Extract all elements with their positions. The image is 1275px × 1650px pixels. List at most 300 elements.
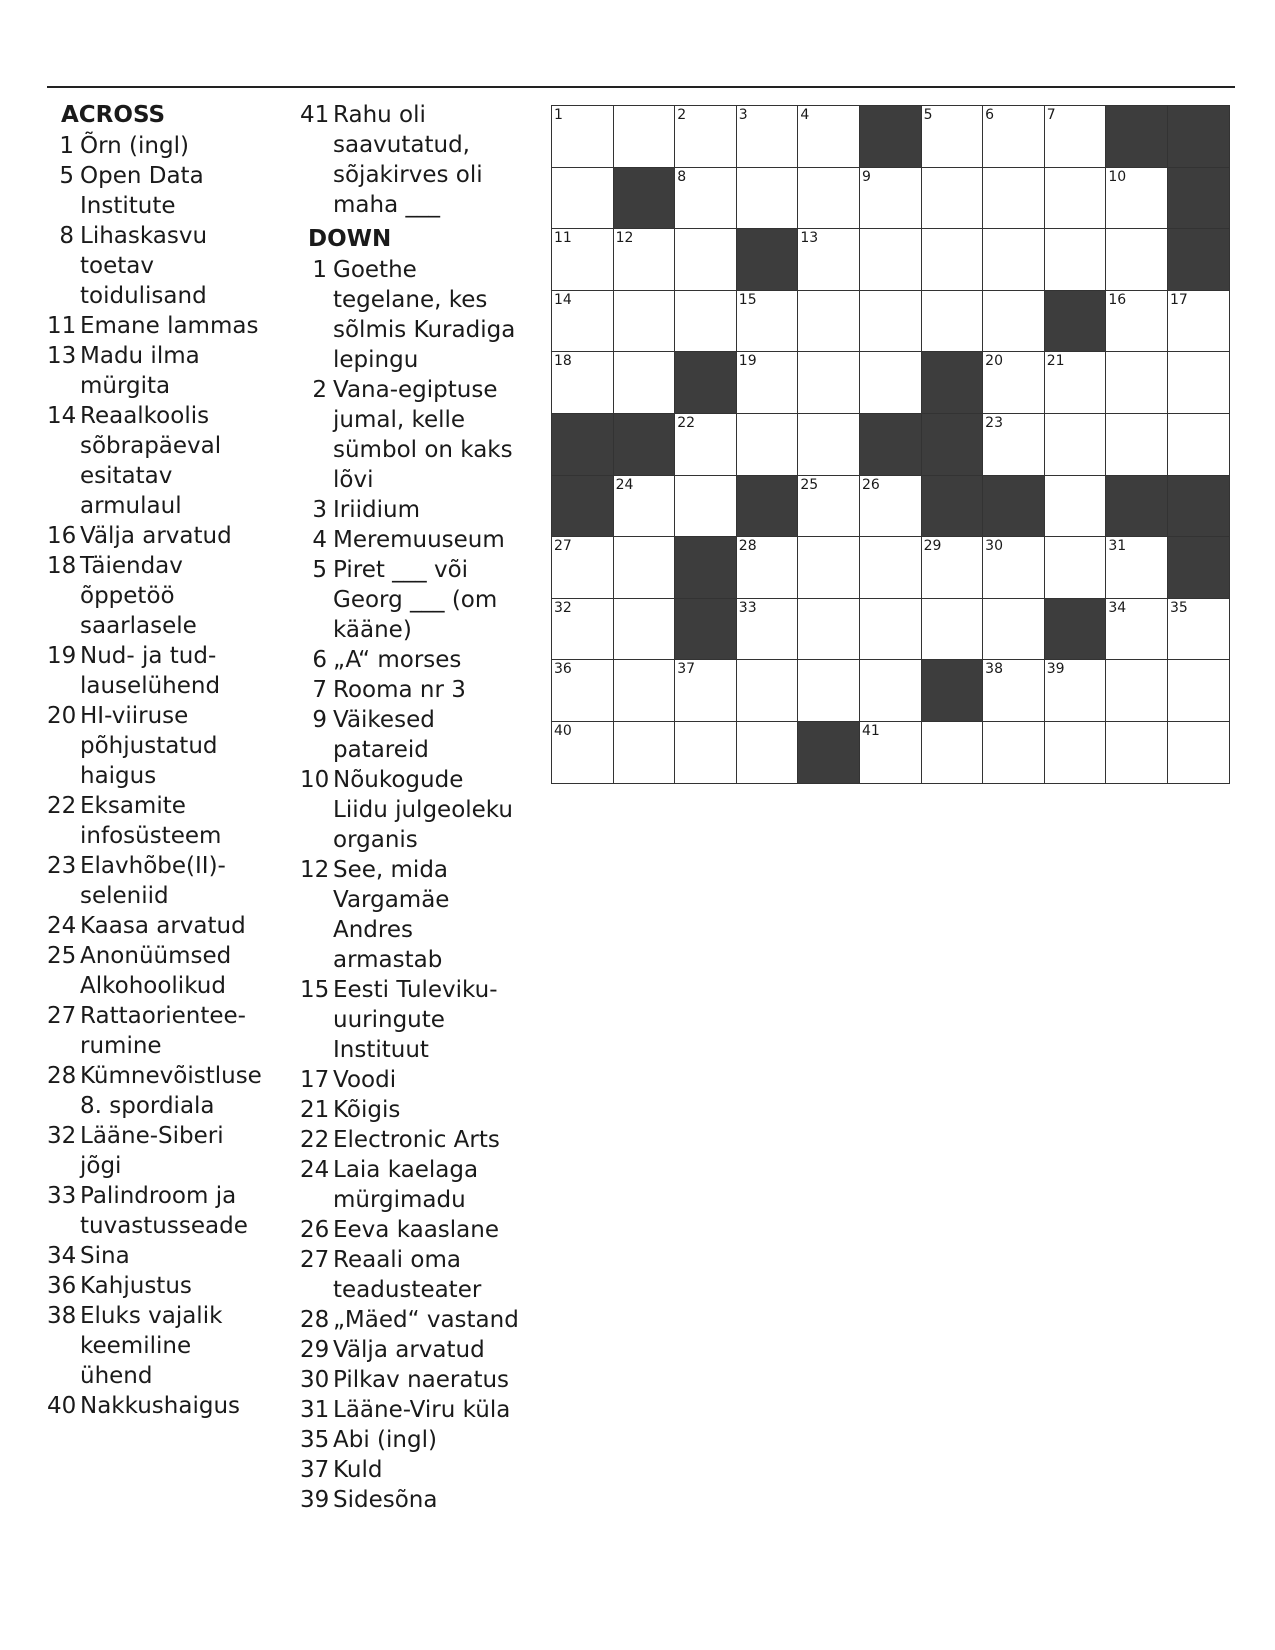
grid-cell[interactable] (1168, 291, 1230, 353)
clue-line: Nõukogude (333, 767, 464, 793)
clue-number: 4 (312, 527, 327, 553)
clue-number: 25 (47, 943, 77, 969)
clue-number: 12 (300, 857, 330, 883)
grid-cell[interactable] (1106, 229, 1168, 291)
grid-cell[interactable] (737, 106, 799, 168)
clue-line: Reaalkoolis (80, 403, 210, 429)
clue-number: 20 (47, 703, 77, 729)
grid-cell[interactable] (552, 352, 614, 414)
grid-cell[interactable] (1045, 722, 1107, 784)
clue-number: 27 (300, 1247, 330, 1273)
clue-number: 24 (300, 1157, 330, 1183)
grid-cell[interactable] (614, 291, 676, 353)
clues-column-1 (47, 100, 287, 1421)
grid-cell[interactable] (860, 229, 922, 291)
grid-cell[interactable] (798, 352, 860, 414)
clue-number: 21 (300, 1097, 330, 1123)
clue-number: 16 (47, 523, 77, 549)
grid-cell[interactable] (552, 599, 614, 661)
across-clue (47, 1271, 287, 1301)
black-cell (1168, 168, 1230, 230)
clue-line: sõlmis Kuradiga (333, 317, 516, 343)
grid-cell[interactable] (614, 229, 676, 291)
black-cell (983, 476, 1045, 538)
grid-cell[interactable] (983, 537, 1045, 599)
clue-line: Eesti Tuleviku- (333, 977, 498, 1003)
grid-cell[interactable] (983, 414, 1045, 476)
clue-number: 1 (312, 257, 327, 283)
down-clue (300, 1125, 540, 1155)
cell-number: 6 (985, 107, 995, 123)
cell-number: 21 (1046, 353, 1065, 370)
grid-cell[interactable] (737, 537, 799, 599)
grid-cell[interactable] (675, 168, 737, 230)
clue-text (333, 555, 540, 645)
clue-line: Õrn (ingl) (80, 133, 189, 159)
clue-number: 41 (300, 102, 330, 128)
clue-number: 23 (47, 853, 77, 879)
across-clue (47, 1061, 287, 1121)
grid-cell[interactable] (1168, 599, 1230, 661)
grid-cell[interactable] (1045, 414, 1107, 476)
clue-line: Välja arvatud (333, 1337, 485, 1363)
clue-line: haigus (80, 763, 157, 789)
clue-line: rumine (80, 1033, 162, 1059)
grid-cell[interactable] (614, 722, 676, 784)
grid-cell[interactable] (737, 291, 799, 353)
clue-text (333, 1245, 540, 1305)
clue-number: 7 (312, 677, 327, 703)
cell-number: 26 (861, 476, 880, 493)
down-clue (300, 1425, 540, 1455)
black-cell (737, 229, 799, 291)
clue-text (80, 641, 287, 701)
across-clue (47, 641, 287, 701)
grid-cell[interactable] (860, 352, 922, 414)
black-cell (922, 352, 984, 414)
grid-cell[interactable] (1045, 537, 1107, 599)
clue-text (80, 521, 287, 551)
grid-cell[interactable] (983, 168, 1045, 230)
grid-cell[interactable] (1168, 722, 1230, 784)
clue-line: Väikesed (333, 707, 435, 733)
grid-cell[interactable] (552, 722, 614, 784)
clue-line: Elavhõbe(II)- (80, 853, 226, 879)
grid-cell[interactable] (860, 599, 922, 661)
grid-cell[interactable] (922, 229, 984, 291)
clue-number: 34 (47, 1243, 77, 1269)
grid-cell[interactable] (552, 537, 614, 599)
clue-number: 28 (300, 1307, 330, 1333)
clue-line: Täiendav (80, 553, 183, 579)
clue-line: Nakkushaigus (80, 1393, 241, 1419)
grid-cell[interactable] (614, 537, 676, 599)
clue-line: jumal, kelle (333, 407, 466, 433)
down-clue (300, 1365, 540, 1395)
grid-cell[interactable] (1045, 168, 1107, 230)
clue-number: 33 (47, 1183, 77, 1209)
grid-cell[interactable] (552, 291, 614, 353)
black-cell (860, 414, 922, 476)
clue-number: 8 (59, 223, 74, 249)
across-clue (47, 1001, 287, 1061)
grid-cell[interactable] (1106, 291, 1168, 353)
cell-number: 29 (923, 538, 942, 555)
black-cell (1168, 106, 1230, 168)
clue-line: Palindroom ja (80, 1183, 237, 1209)
grid-cell[interactable] (1045, 476, 1107, 538)
grid-cell[interactable] (614, 352, 676, 414)
black-cell (922, 660, 984, 722)
clue-number: 1 (59, 133, 74, 159)
grid-cell[interactable] (614, 660, 676, 722)
grid-cell[interactable] (983, 229, 1045, 291)
cell-number: 38 (985, 661, 1003, 678)
clue-line: maha ___ (333, 192, 440, 218)
across-clue (47, 911, 287, 941)
grid-cell[interactable] (552, 168, 614, 230)
cell-number: 15 (738, 291, 757, 308)
grid-cell[interactable] (798, 537, 860, 599)
cell-number: 16 (1108, 291, 1127, 308)
clue-number: 3 (312, 497, 327, 523)
clue-line: lõvi (333, 467, 374, 493)
grid-cell[interactable] (1106, 537, 1168, 599)
clue-text (80, 401, 287, 521)
cell-number: 32 (554, 599, 572, 616)
grid-cell[interactable] (922, 106, 984, 168)
clue-line: Kuld (333, 1457, 383, 1483)
clue-text (333, 1065, 540, 1095)
grid-cell[interactable] (737, 168, 799, 230)
clue-line: Electronic Arts (333, 1127, 500, 1153)
top-rule (47, 86, 1235, 88)
down-clue (300, 1305, 540, 1335)
across-clue (47, 791, 287, 851)
grid-cell[interactable] (675, 106, 737, 168)
black-cell (798, 722, 860, 784)
grid-cell[interactable] (798, 229, 860, 291)
down-clue (300, 1215, 540, 1245)
grid-cell[interactable] (798, 168, 860, 230)
clue-text (80, 791, 287, 851)
clue-line: esitatav (80, 463, 173, 489)
clue-line: Kümnevõistluse (80, 1063, 262, 1089)
clue-line: „Mäed“ vastand (333, 1307, 519, 1333)
cell-number: 30 (985, 538, 1003, 555)
clue-text (80, 941, 287, 1001)
grid-cell[interactable] (552, 660, 614, 722)
cell-number: 27 (554, 538, 572, 555)
grid-cell[interactable] (983, 106, 1045, 168)
clue-line: Institute (80, 193, 176, 219)
across-clue (47, 551, 287, 641)
grid-cell[interactable] (798, 106, 860, 168)
clue-line: ühend (80, 1363, 153, 1389)
clue-number: 36 (47, 1273, 77, 1299)
cell-number: 20 (985, 353, 1003, 370)
clue-text (333, 1365, 540, 1395)
black-cell (1045, 291, 1107, 353)
clue-line: jõgi (80, 1153, 122, 1179)
clue-text (80, 551, 287, 641)
clue-text (333, 1395, 540, 1425)
clue-line: Liidu julgeoleku (333, 797, 513, 823)
clue-text (80, 1121, 287, 1181)
clue-line: Kahjustus (80, 1273, 192, 1299)
clues-column-2 (300, 100, 540, 1515)
clue-text (80, 851, 287, 911)
cell-number: 33 (738, 599, 757, 616)
grid-cell[interactable] (737, 599, 799, 661)
grid-cell[interactable] (552, 229, 614, 291)
cell-number: 19 (738, 353, 757, 370)
grid-cell[interactable] (860, 476, 922, 538)
crossword-grid (551, 105, 1230, 784)
clue-number: 29 (300, 1337, 330, 1363)
clue-line: Open Data (80, 163, 204, 189)
clue-number: 2 (312, 377, 327, 403)
down-clue (300, 705, 540, 765)
cell-number: 25 (800, 476, 819, 493)
grid-cell[interactable] (798, 476, 860, 538)
down-clue (300, 1455, 540, 1485)
clue-line: tuvastusseade (80, 1213, 248, 1239)
black-cell (614, 168, 676, 230)
clue-text (80, 911, 287, 941)
grid-cell[interactable] (675, 722, 737, 784)
clue-text (333, 1425, 540, 1455)
clue-line: Rooma nr 3 (333, 677, 466, 703)
clue-text (333, 1125, 540, 1155)
clue-line: teadusteater (333, 1277, 482, 1303)
across-clue (47, 851, 287, 911)
clue-line: 8. spordiala (80, 1093, 215, 1119)
down-clue (300, 1485, 540, 1515)
grid-cell[interactable] (675, 476, 737, 538)
grid-cell[interactable] (1106, 722, 1168, 784)
across-clue (47, 131, 287, 161)
clue-text (333, 495, 540, 525)
grid-cell[interactable] (737, 414, 799, 476)
clue-text (80, 1001, 287, 1061)
black-cell (1168, 229, 1230, 291)
clue-line: põhjustatud (80, 733, 218, 759)
clue-line: toetav (80, 253, 154, 279)
down-clue (300, 855, 540, 975)
grid-cell[interactable] (922, 291, 984, 353)
grid-cell[interactable] (922, 599, 984, 661)
grid-cell[interactable] (1045, 229, 1107, 291)
grid-cell[interactable] (675, 660, 737, 722)
clue-text (333, 1335, 540, 1365)
clue-text (333, 975, 540, 1065)
across-clue (47, 701, 287, 791)
black-cell (922, 414, 984, 476)
grid-cell[interactable] (1106, 414, 1168, 476)
clue-line: See, mida (333, 857, 449, 883)
black-cell (1168, 537, 1230, 599)
grid-cell[interactable] (860, 537, 922, 599)
across-clue (47, 1391, 287, 1421)
across-clue (300, 100, 540, 220)
clue-number: 22 (47, 793, 77, 819)
clue-line: kääne) (333, 617, 412, 643)
grid-cell[interactable] (860, 660, 922, 722)
black-cell (552, 476, 614, 538)
grid-cell[interactable] (798, 414, 860, 476)
grid-cell[interactable] (737, 722, 799, 784)
across-clue (47, 1181, 287, 1241)
clue-number: 15 (300, 977, 330, 1003)
grid-cell[interactable] (922, 722, 984, 784)
across-clue (47, 1121, 287, 1181)
clue-line: Abi (ingl) (333, 1427, 437, 1453)
clue-text (333, 100, 540, 220)
clue-number: 11 (47, 313, 77, 339)
grid-cell[interactable] (1168, 660, 1230, 722)
down-clue (300, 1065, 540, 1095)
clue-line: Rahu oli (333, 102, 426, 128)
clue-number: 35 (300, 1427, 330, 1453)
clue-number: 32 (47, 1123, 77, 1149)
grid-cell[interactable] (614, 106, 676, 168)
grid-cell[interactable] (614, 599, 676, 661)
grid-cell[interactable] (1106, 352, 1168, 414)
clue-line: Lihaskasvu (80, 223, 208, 249)
grid-cell[interactable] (1106, 599, 1168, 661)
grid-cell[interactable] (1106, 168, 1168, 230)
grid-cell[interactable] (552, 106, 614, 168)
grid-cell[interactable] (860, 291, 922, 353)
grid-cell[interactable] (675, 291, 737, 353)
grid-cell[interactable] (983, 722, 1045, 784)
clue-line: sõjakirves oli (333, 162, 483, 188)
clue-text (80, 1181, 287, 1241)
clue-line: Instituut (333, 1037, 429, 1063)
grid-cell[interactable] (798, 599, 860, 661)
clue-number: 5 (312, 557, 327, 583)
clue-number: 39 (300, 1487, 330, 1513)
cell-number: 34 (1108, 599, 1127, 616)
clue-line: infosüsteem (80, 823, 222, 849)
grid-cell[interactable] (983, 291, 1045, 353)
clue-number: 26 (300, 1217, 330, 1243)
cell-number: 28 (738, 538, 757, 555)
across-clue (47, 521, 287, 551)
clue-text (333, 1455, 540, 1485)
clue-line: Lääne-Viru küla (333, 1397, 511, 1423)
grid-cell[interactable] (614, 476, 676, 538)
grid-cell[interactable] (798, 660, 860, 722)
black-cell (1106, 106, 1168, 168)
grid-cell[interactable] (1045, 106, 1107, 168)
clue-line: Madu ilma (80, 343, 200, 369)
clue-line: õppetöö (80, 583, 175, 609)
grid-cell[interactable] (922, 537, 984, 599)
across-clue-list (47, 131, 287, 1421)
grid-cell[interactable] (983, 599, 1045, 661)
clue-number: 27 (47, 1003, 77, 1029)
clue-line: Pilkav naeratus (333, 1367, 510, 1393)
grid-cell[interactable] (1168, 352, 1230, 414)
clue-line: Meremuuseum (333, 527, 505, 553)
black-cell (860, 106, 922, 168)
clue-line: seleniid (80, 883, 169, 909)
clue-line: Rattaorientee- (80, 1003, 246, 1029)
clue-line: Piret ___ või (333, 557, 469, 583)
grid-cell[interactable] (1045, 352, 1107, 414)
black-cell (922, 476, 984, 538)
cell-number: 17 (1169, 291, 1188, 308)
clue-line: „A“ morses (333, 647, 462, 673)
clue-line: Eksamite (80, 793, 186, 819)
cell-number: 2 (677, 107, 687, 123)
grid-cell[interactable] (1106, 660, 1168, 722)
clue-line: Välja arvatud (80, 523, 232, 549)
grid-cell[interactable] (983, 352, 1045, 414)
clue-text (80, 1271, 287, 1301)
clue-number: 14 (47, 403, 77, 429)
clue-number: 31 (300, 1397, 330, 1423)
across-clue (47, 221, 287, 311)
cell-number: 9 (861, 168, 871, 185)
down-clue-list (300, 255, 540, 1515)
clue-number: 17 (300, 1067, 330, 1093)
down-clue (300, 765, 540, 855)
down-clue (300, 1335, 540, 1365)
clue-line: patareid (333, 737, 429, 763)
clue-line: Eluks vajalik (80, 1303, 223, 1329)
cell-number: 22 (677, 414, 696, 431)
grid-cell[interactable] (922, 168, 984, 230)
grid-cell[interactable] (737, 660, 799, 722)
cell-number: 4 (800, 107, 810, 123)
down-clue (300, 645, 540, 675)
clue-line: organis (333, 827, 418, 853)
grid-cell[interactable] (675, 414, 737, 476)
clue-line: saavutatud, (333, 132, 470, 158)
clue-text (333, 1095, 540, 1125)
across-clue (47, 401, 287, 521)
clue-text (333, 855, 540, 975)
grid-cell[interactable] (675, 229, 737, 291)
grid-cell[interactable] (860, 168, 922, 230)
clue-text (333, 765, 540, 855)
across-clue (47, 311, 287, 341)
clue-text (80, 1301, 287, 1391)
clue-text (333, 675, 540, 705)
clue-text (80, 1391, 287, 1421)
clue-line: Andres (333, 917, 413, 943)
clue-line: armastab (333, 947, 443, 973)
grid-cell[interactable] (737, 352, 799, 414)
across-clue (47, 161, 287, 221)
across-heading: ACROSS (61, 102, 166, 128)
clue-line: Alkohoolikud (80, 973, 226, 999)
clue-line: Kõigis (333, 1097, 401, 1123)
grid-cell[interactable] (1045, 660, 1107, 722)
grid-cell[interactable] (860, 722, 922, 784)
down-clue (300, 375, 540, 495)
down-clue (300, 255, 540, 375)
cell-number: 39 (1046, 661, 1065, 678)
grid-cell[interactable] (798, 291, 860, 353)
cell-number: 31 (1108, 538, 1127, 555)
down-heading: DOWN (308, 226, 392, 252)
grid-cell[interactable] (983, 660, 1045, 722)
grid-cell[interactable] (1168, 414, 1230, 476)
